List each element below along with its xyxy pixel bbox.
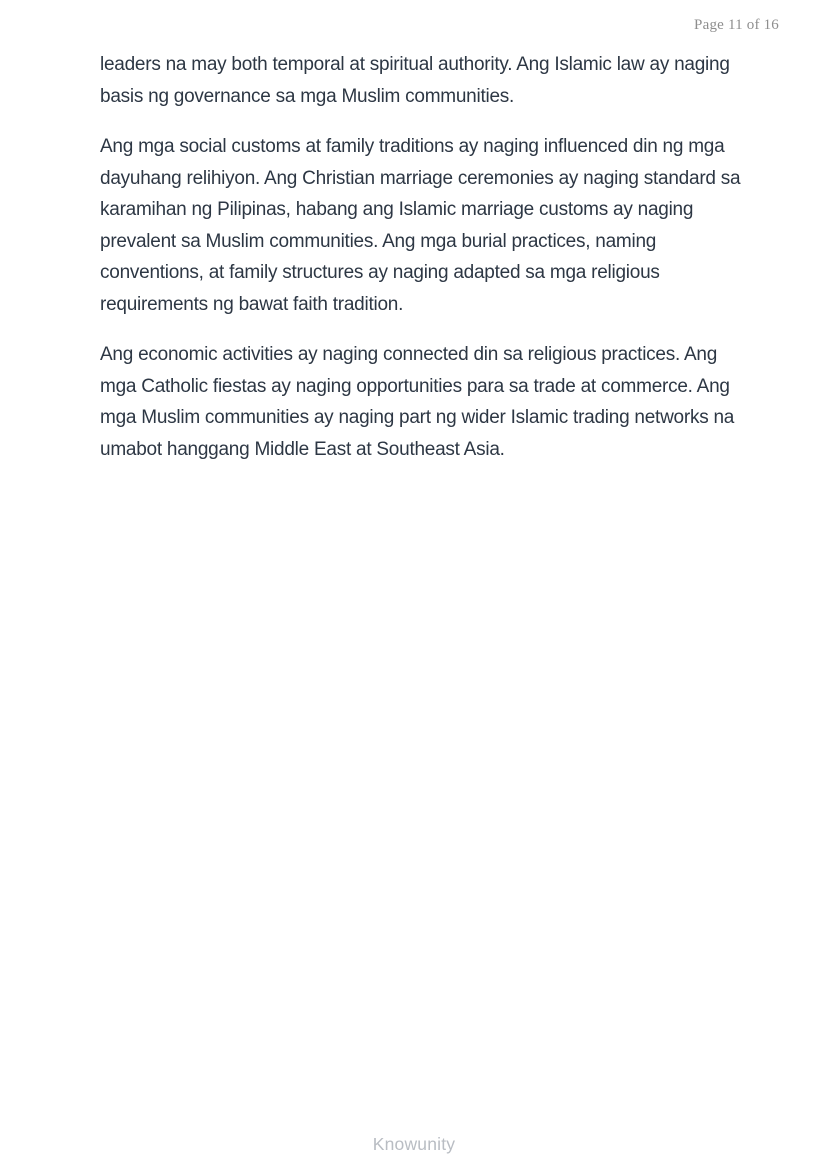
- paragraph: Ang economic activities ay naging connected din sa religious practices. Ang mga Catholic fiestas ay naging opportunities para sa trade at commerce. Ang mga Muslim communities ay naging part ng wider Islamic trading networks na umabot hanggang Middle East at Southeast Asia.: [100, 344, 735, 460]
- page-indicator: Page 11 of 16: [694, 17, 779, 33]
- brand-watermark: Knowunity: [372, 1134, 456, 1154]
- document-body: [100, 49, 748, 484]
- paragraph: Ang mga social customs at family traditions ay naging influenced din ng mga dayuhang relihiyon. Ang Christian marriage ceremonies ay naging standard sa karamihan ng Pilipinas, habang ang Islamic marriage customs ay naging prevalent sa Muslim communities. Ang mga burial practices, naming conventions, at family structures ay naging adapted sa mga religious requirements ng bawat faith tradition.: [100, 136, 741, 315]
- paragraph: leaders na may both temporal at spiritual authority. Ang Islamic law ay naging basis ng governance sa mga Muslim communities.: [100, 54, 730, 107]
